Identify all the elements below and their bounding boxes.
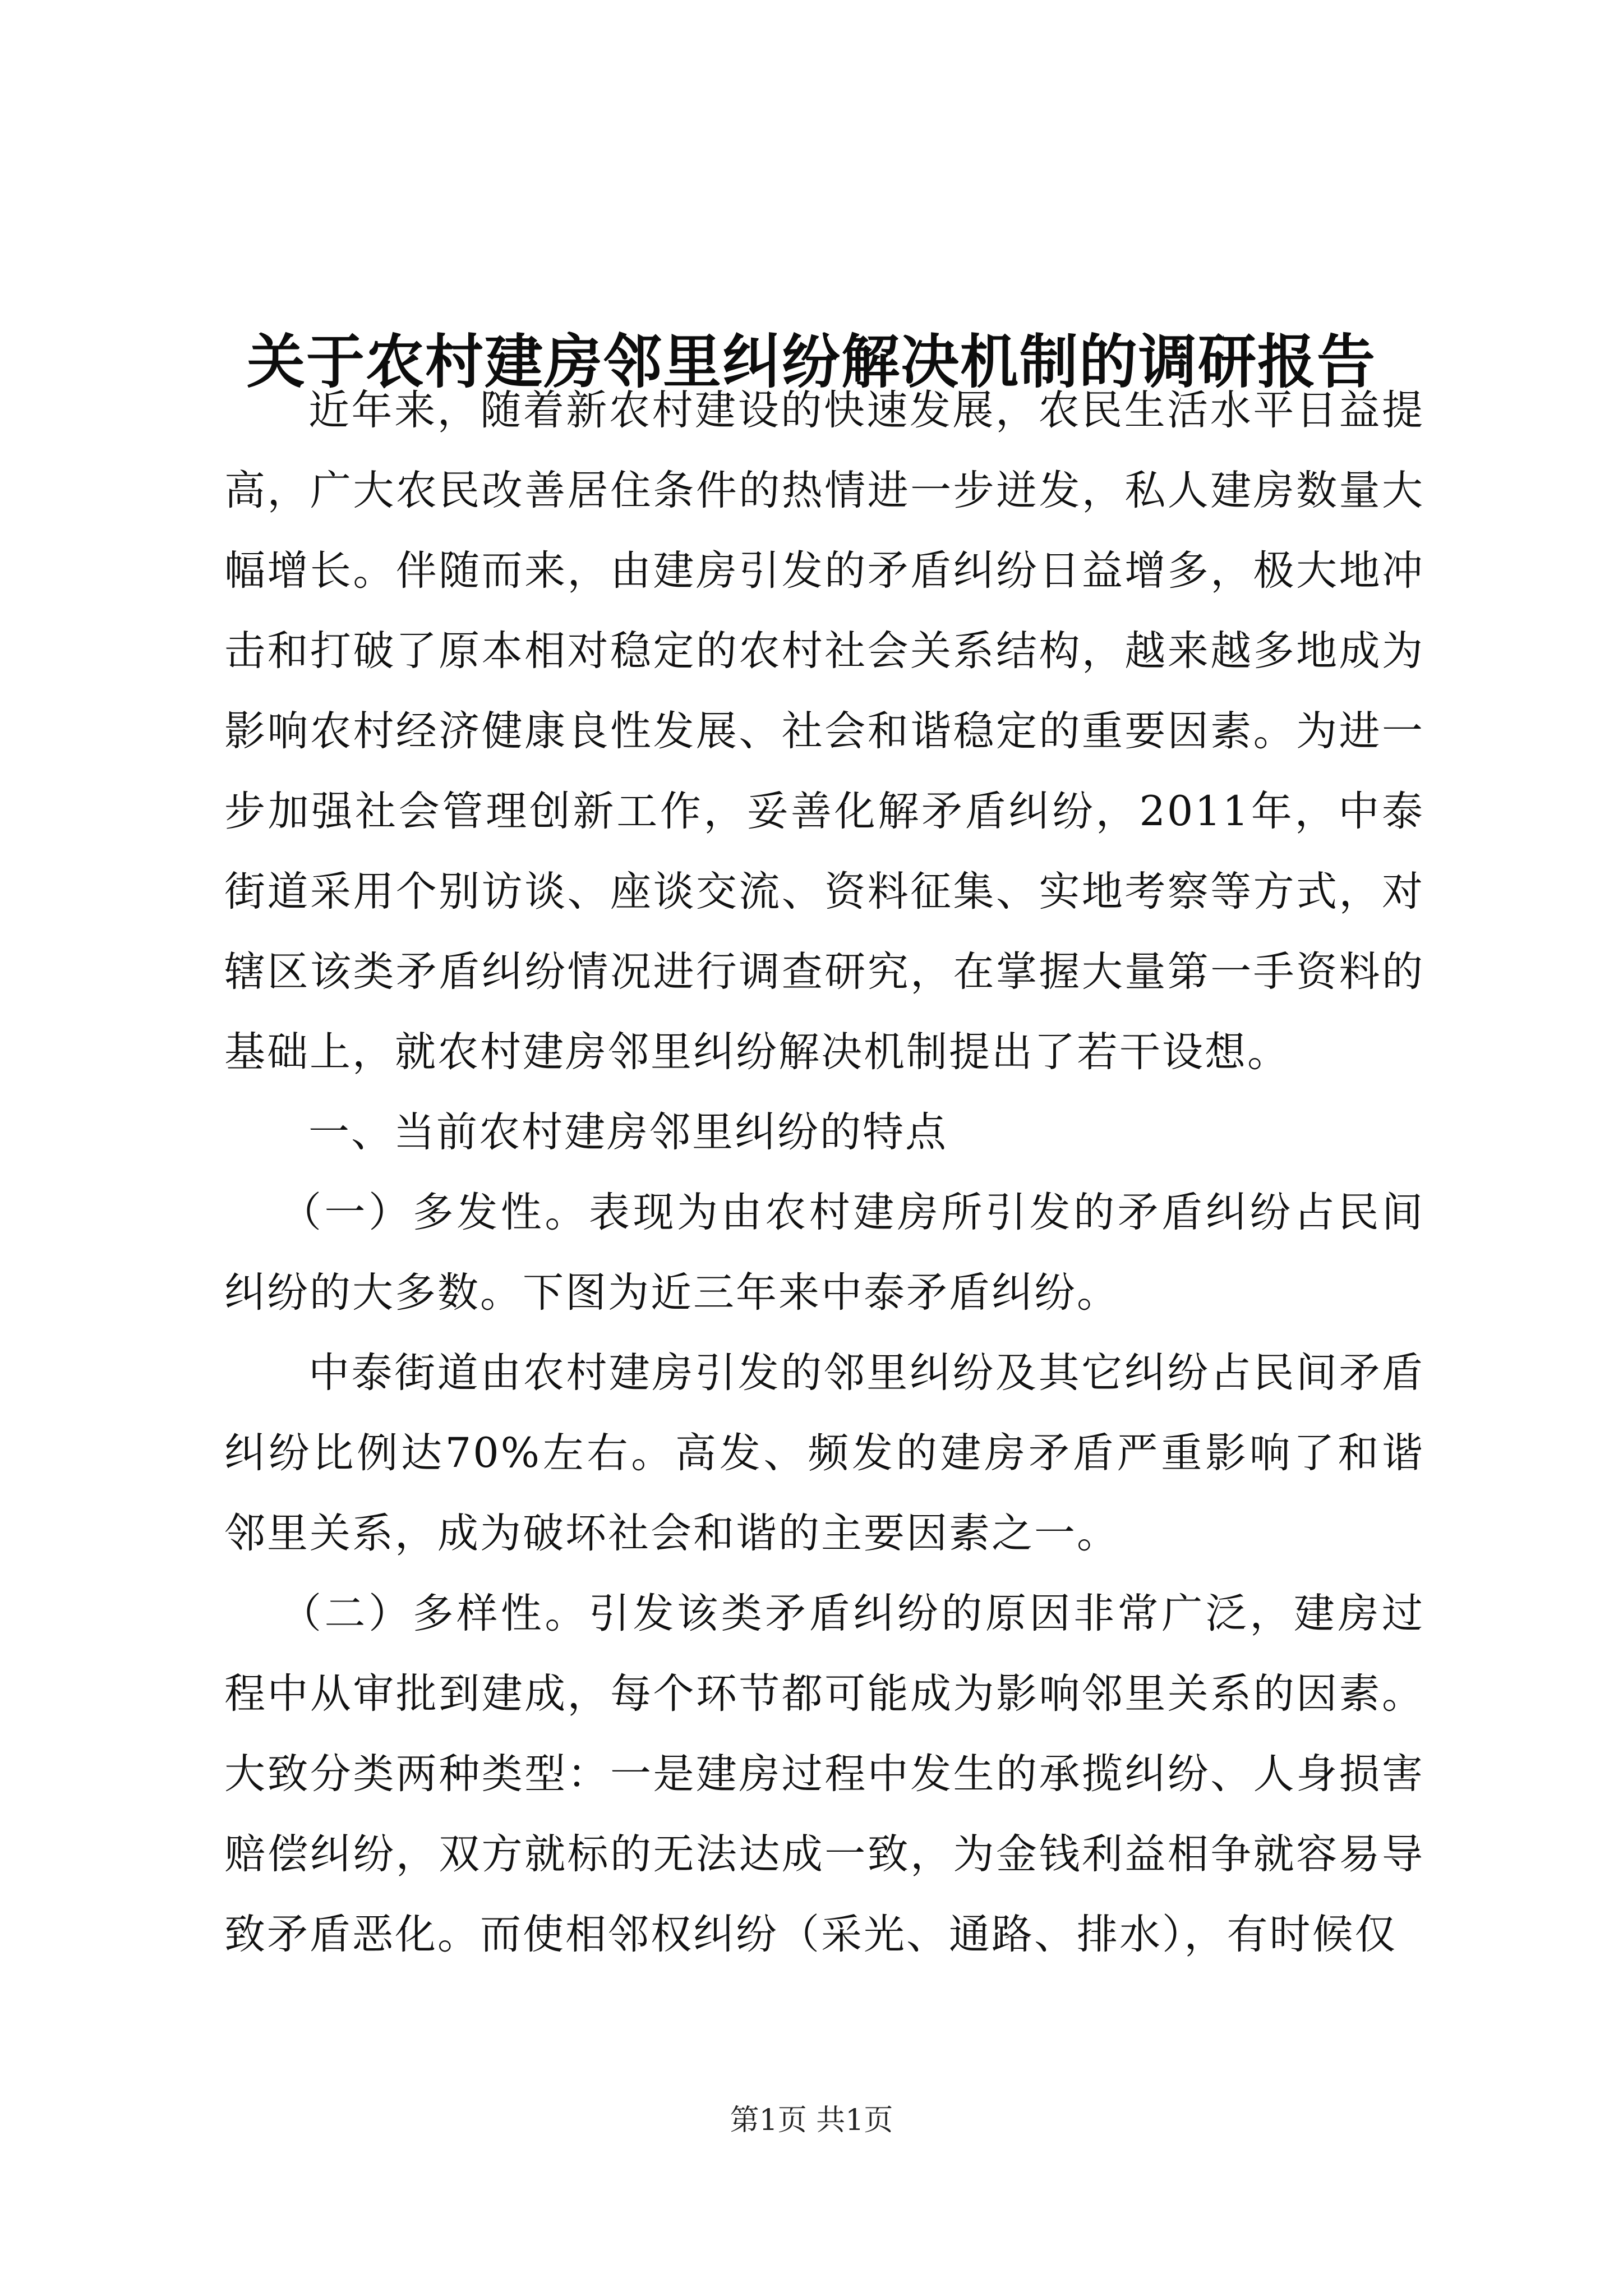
page-footer: 第1页 共1页 xyxy=(730,2104,893,2137)
paragraph-frequency: （一）多发性。表现为由农村建房所引发的矛盾纠纷占民间纠纷的大多数。下图为近三年来中泰矛盾纠纷。 xyxy=(224,1189,1424,1317)
paragraph-frequency-ratio: 中泰街道由农村建房引发的邻里纠纷及其它纠纷占民间矛盾纠纷比例达70%左右。高发、频发的建房矛盾严重影响了和谐邻里关系，成为破坏社会和谐的主要因素之一。 xyxy=(224,1349,1424,1557)
paragraph-diversity: （二）多样性。引发该类矛盾纠纷的原因非常广泛，建房过程中从审批到建成，每个环节都可能成为影响邻里关系的因素。大致分类两种类型：一是建房过程中发生的承揽纠纷、人身损害赔偿纠纷，双方就标的无法达成一致，为金钱利益相争就容易导致矛盾恶化。而使相邻权纠纷（采光、通路、排水），有时候仅 xyxy=(224,1590,1424,1958)
document-body xyxy=(224,370,1424,1975)
document-title: 关于农村建房邻里纠纷解决机制的调研报告 xyxy=(246,326,1376,396)
intro-paragraph: 近年来，随着新农村建设的快速发展，农民生活水平日益提高，广大农民改善居住条件的热情进一步迸发，私人建房数量大幅增长。伴随而来，由建房引发的矛盾纠纷日益增多，极大地冲击和打破了原本相对稳定的农村社会关系结构，越来越多地成为影响农村经济健康良性发展、社会和谐稳定的重要因素。为进一步加强社会管理创新工作，妥善化解矛盾纠纷，2011年，中泰街道采用个别访谈、座谈交流、资料征集、实地考察等方式，对辖区该类矛盾纠纷情况进行调查研究，在掌握大量第一手资料的基础上，就农村建房邻里纠纷解决机制提出了若干设想。 xyxy=(224,386,1424,1076)
section-heading-features: 一、当前农村建房邻里纠纷的特点 xyxy=(308,1108,948,1156)
